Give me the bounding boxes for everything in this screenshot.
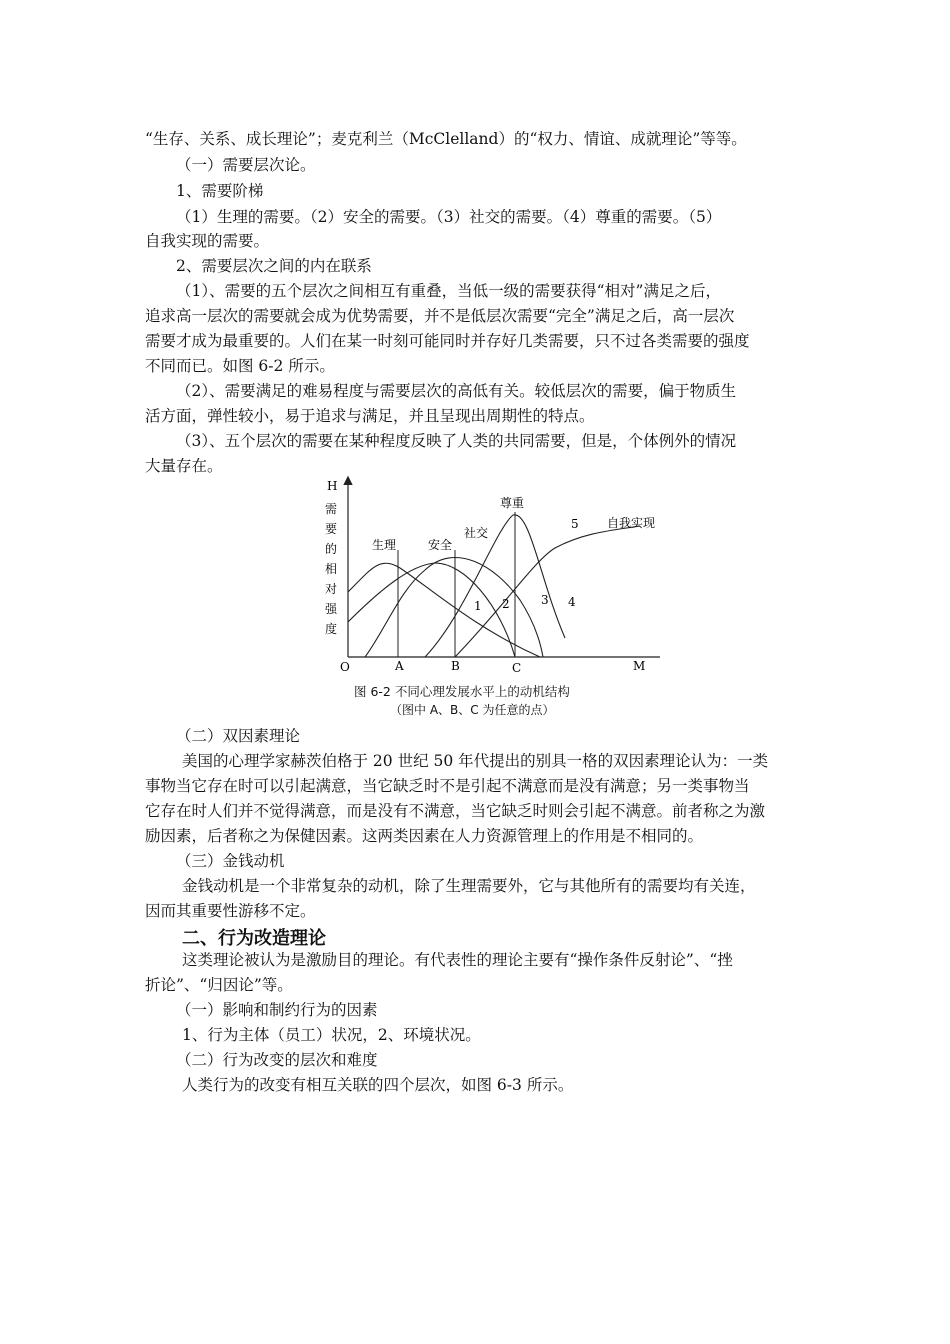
paragraph-line: （1）生理的需要。（2）安全的需要。（3）社交的需要。（4）尊重的需要。（5） <box>176 208 722 226</box>
paragraph-line: 活方面，弹性较小，易于追求与满足，并且呈现出周期性的特点。 <box>145 407 595 425</box>
section-heading-money: （三）金钱动机 <box>176 852 285 870</box>
chapter-heading-behavior-modification: 二、行为改造理论 <box>182 928 326 949</box>
y-axis-label-char: 对 <box>325 582 338 596</box>
paragraph-line: 美国的心理学家赫茨伯格于 20 世纪 50 年代提出的别具一格的双因素理论认为：一类 <box>182 752 769 770</box>
section-heading-levels: （二）行为改变的层次和难度 <box>176 1051 378 1069</box>
paragraph-line: 人类行为的改变有相互关联的四个层次，如图 6-3 所示。 <box>182 1076 574 1094</box>
paragraph-line: 需要才成为最重要的。人们在某一时刻可能同时并存好几类需要，只不过各类需要的强度 <box>145 332 750 350</box>
label-esteem: 尊重 <box>500 496 525 510</box>
y-axis-label-char: 要 <box>325 522 338 536</box>
point-a-label: A <box>395 659 404 673</box>
curve-number-2: 2 <box>502 597 510 611</box>
curve-esteem <box>425 515 565 657</box>
y-axis-label-char: 度 <box>325 622 338 636</box>
curve-physiological <box>348 563 540 657</box>
label-physiological: 生理 <box>372 538 397 552</box>
y-axis-label-char: 的 <box>325 542 338 556</box>
paragraph-line: 自我实现的需要。 <box>145 232 270 250</box>
curve-number-4: 4 <box>568 595 576 609</box>
paragraph-line: 它存在时人们并不觉得满意，而是没有不满意，当它缺乏时则会引起不满意。前者称之为激 <box>145 802 766 820</box>
section-heading-factors: （一）影响和制约行为的因素 <box>176 1001 378 1019</box>
curve-number-5: 5 <box>571 517 579 531</box>
paragraph-line: 1、行为主体（员工）状况，2、环境状况。 <box>182 1026 481 1044</box>
y-axis-letter: H <box>327 479 338 493</box>
section-heading-two-factor: （二）双因素理论 <box>176 727 301 745</box>
paragraph-line: （1）、需要的五个层次之间相互有重叠，当低一级的需要获得“相对”满足之后， <box>176 282 721 300</box>
curve-self-actualization <box>455 526 640 657</box>
paragraph-line: 追求高一层次的需要就会成为优势需要，并不是低层次需要“完全”满足之后，高一层次 <box>145 307 735 325</box>
y-axis-label-char: 强 <box>325 602 338 616</box>
curve-number-1: 1 <box>474 599 482 613</box>
paragraph-line: “生存、关系、成长理论”；麦克利兰（McClelland）的“权力、情谊、成就理论”等等。 <box>145 130 747 148</box>
origin-label: O <box>340 660 350 674</box>
section-heading-need-hierarchy: （一）需要层次论。 <box>176 156 316 174</box>
paragraph-line: 不同而已。如图 6-2 所示。 <box>145 357 335 375</box>
y-axis-label-char: 相 <box>325 562 338 576</box>
paragraph-line: 金钱动机是一个非常复杂的动机，除了生理需要外，它与其他所有的需要均有关连， <box>182 877 756 895</box>
paragraph-line: 这类理论被认为是激励目的理论。有代表性的理论主要有“操作条件反射论”、“挫 <box>182 951 733 969</box>
figure-subcaption: （图中 A、B、C 为任意的点） <box>390 703 555 717</box>
subheading-inner-link: 2、需要层次之间的内在联系 <box>176 257 372 275</box>
label-self-actualization: 自我实现 <box>607 516 656 530</box>
paragraph-line: 事物当它存在时可以引起满意，当它缺乏时不是引起不满意而是没有满意；另一类事物当 <box>145 777 750 795</box>
label-safety: 安全 <box>428 538 453 552</box>
paragraph-line: 因而其重要性游移不定。 <box>145 902 316 920</box>
paragraph-line: 大量存在。 <box>145 457 223 475</box>
point-c-label: C <box>512 661 522 675</box>
curve-number-3: 3 <box>541 593 549 607</box>
y-axis-label-char: 需 <box>325 502 338 516</box>
point-b-label: B <box>451 659 460 673</box>
subheading-need-ladder: 1、需要阶梯 <box>176 182 264 200</box>
label-social: 社交 <box>464 526 489 540</box>
paragraph-line: （2）、需要满足的难易程度与需要层次的高低有关。较低层次的需要，偏于物质生 <box>176 382 737 400</box>
paragraph-line: 折论”、“归因论”等。 <box>145 976 293 994</box>
paragraph-line: （3）、五个层次的需要在某种程度反映了人类的共同需要，但是，个体例外的情况 <box>176 432 737 450</box>
figure-6-2 <box>325 470 685 720</box>
curve-safety <box>348 563 515 657</box>
x-axis-letter: M <box>633 659 646 673</box>
paragraph-line: 励因素，后者称之为保健因素。这两类因素在人力资源管理上的作用是不相同的。 <box>145 827 704 845</box>
y-axis-label <box>325 502 338 636</box>
figure-caption: 图 6-2 不同心理发展水平上的动机结构 <box>354 684 570 699</box>
